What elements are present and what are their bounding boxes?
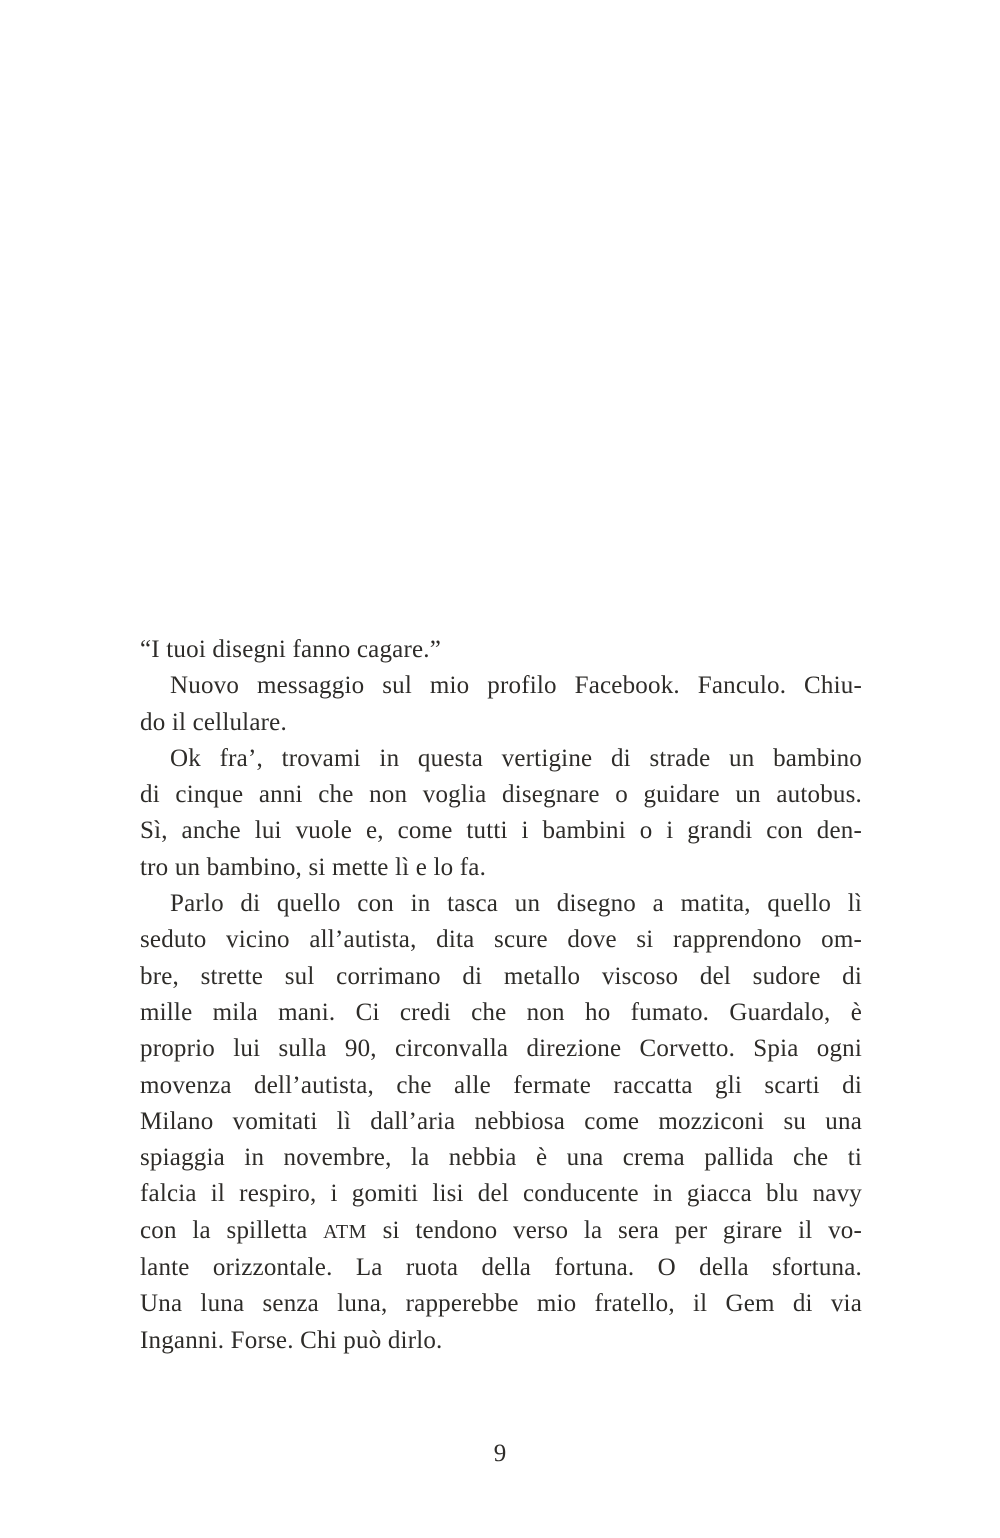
page-number: 9 <box>493 1440 507 1467</box>
text-line: Parlo di quello con in tasca un disegno a matita, quello lì <box>170 890 862 918</box>
text-line: seduto vicino all’autista, dita scure dove si rapprendono om- <box>140 926 862 954</box>
text-line: spiaggia in novembre, la nebbia è una crema pallida che ti <box>140 1144 862 1172</box>
text-line: di cinque anni che non voglia disegnare o guidare un autobus. <box>140 781 862 809</box>
text-line: Milano vomitati lì dall’aria nebbiosa come mozziconi su una <box>140 1107 862 1135</box>
paragraph <box>140 741 862 886</box>
text-line: falcia il respiro, i gomiti lisi del conducente in giacca blu navy <box>140 1180 862 1208</box>
page-text <box>140 632 862 1359</box>
text-line: Sì, anche lui vuole e, come tutti i bambini o i grandi con den- <box>140 817 862 845</box>
text-line: con la spilletta ATM si tendono verso la sera per girare il vo- <box>140 1216 862 1244</box>
text-line: Una luna senza luna, rapperebbe mio fratello, il Gem di via <box>140 1290 862 1318</box>
text-line: Ok fra’, trovami in questa vertigine di strade un bambino <box>170 744 862 772</box>
text-line: movenza dell’autista, che alle fermate raccatta gli scarti di <box>140 1071 862 1099</box>
text-line: do il cellulare. <box>140 708 287 736</box>
text-line: lante orizzontale. La ruota della fortuna. O della sfortuna. <box>140 1254 862 1282</box>
text-line: Nuovo messaggio sul mio profilo Facebook. Fanculo. Chiu- <box>170 672 862 700</box>
paragraph <box>140 668 862 741</box>
paragraph <box>140 632 862 668</box>
text-line: mille mila mani. Ci credi che non ho fumato. Guardalo, è <box>140 998 862 1026</box>
text-line: tro un bambino, si mette lì e lo fa. <box>140 853 487 881</box>
text-line: proprio lui sulla 90, circonvalla direzione Corvetto. Spia ogni <box>140 1035 862 1063</box>
paragraph <box>140 886 862 1359</box>
text-line: bre, strette sul corrimano di metallo viscoso del sudore di <box>140 962 862 990</box>
text-line: Inganni. Forse. Chi può dirlo. <box>140 1326 443 1354</box>
smallcaps-text: ATM <box>323 1220 367 1243</box>
text-line: “I tuoi disegni fanno cagare.” <box>140 636 442 663</box>
